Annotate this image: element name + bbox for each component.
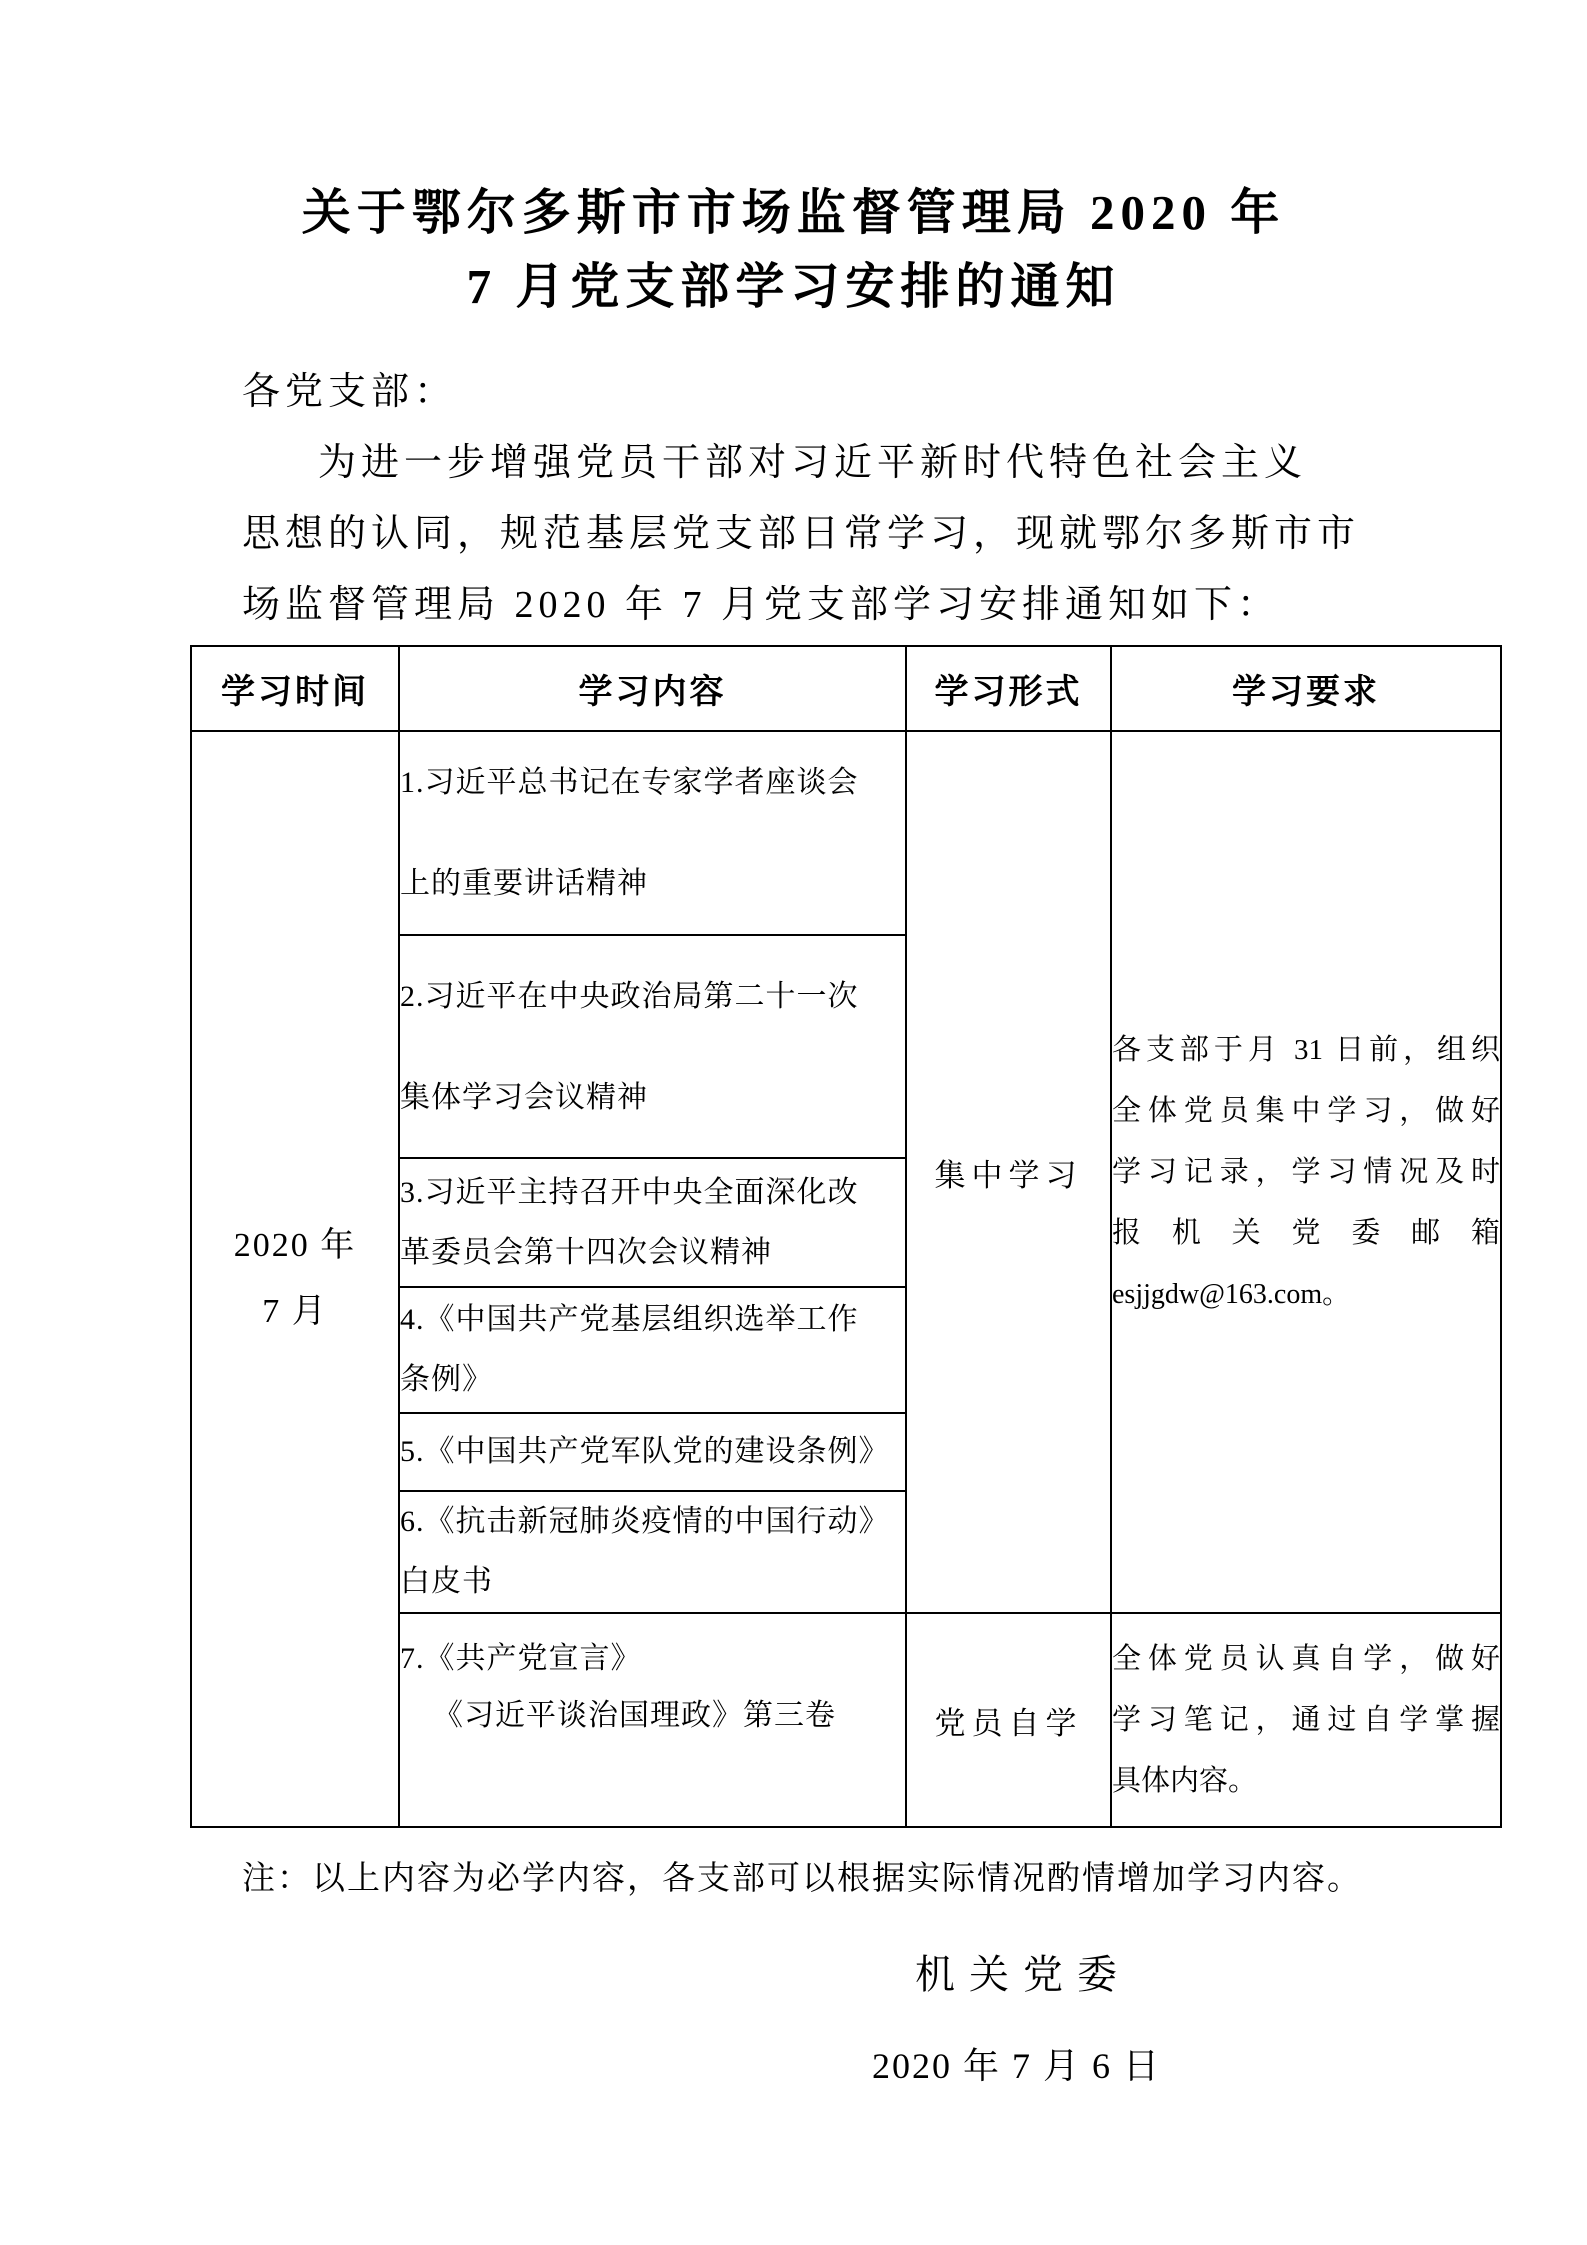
- cell-requirement-group-study: [1111, 731, 1501, 1613]
- content-3-line-1: 3.习近平主持召开中央全面深化改: [400, 1175, 859, 1209]
- req-group-email: esjjgdw@163.com。: [1112, 1278, 1351, 1310]
- header-study-form: 学习形式: [906, 646, 1111, 731]
- content-5-line-1: 5.《中国共产党军队党的建设条例》: [400, 1435, 890, 1468]
- req-self-line-3: 具体内容。: [1112, 1764, 1258, 1797]
- intro-line-2: 思想的认同，规范基层党支部日常学习，现就鄂尔多斯市市: [242, 513, 1361, 555]
- title-line-1: 关于鄂尔多斯市市场监督管理局 2020 年: [301, 185, 1286, 240]
- intro-paragraph: [242, 428, 1362, 641]
- signature-org: 机关党委: [915, 1952, 1131, 1997]
- content-7-line-1: 7.《共产党宣言》: [400, 1642, 642, 1675]
- footnote: 注：以上内容为必学内容，各支部可以根据实际情况酌情增加学习内容。: [242, 1861, 1362, 1897]
- content-1-line-2: 上的重要讲话精神: [400, 867, 648, 900]
- content-1-line-1: 1.习近平总书记在专家学者座谈会: [400, 766, 859, 799]
- content-7-line-2: 《习近平谈治国理政》第三卷: [433, 1699, 836, 1732]
- content-4-line-2: 条例》: [400, 1363, 493, 1396]
- cell-content-4: [399, 1287, 906, 1413]
- cell-content-6: [399, 1491, 906, 1613]
- salutation: 各党支部：: [242, 371, 458, 413]
- cell-form-self-study: 党员自学: [906, 1613, 1111, 1827]
- content-4-line-1: 4.《中国共产党基层组织选举工作: [400, 1303, 859, 1336]
- title-line-2: 7 月党支部学习安排的通知: [466, 259, 1121, 314]
- intro-line-3: 场监督管理局 2020 年 7 月党支部学习安排通知如下：: [242, 584, 1281, 626]
- cell-requirement-self-study: [1111, 1613, 1501, 1827]
- table-header-row: [191, 646, 1501, 731]
- intro-line-1: 为进一步增强党员干部对习近平新时代特色社会主义: [318, 442, 1308, 484]
- cell-form-group-study: 集中学习: [906, 731, 1111, 1613]
- content-3-line-2: 革委员会第十四次会议精神: [400, 1235, 772, 1269]
- req-self-line-2: 学习笔记，通过自学掌握: [1112, 1703, 1500, 1736]
- cell-study-time: [191, 731, 399, 1827]
- content-6-line-2: 白皮书: [400, 1565, 493, 1598]
- table-row-1: [191, 731, 1501, 935]
- content-2-line-2: 集体学习会议精神: [400, 1080, 648, 1114]
- req-group-line-3: 学习记录，学习情况及时: [1112, 1155, 1500, 1188]
- req-group-line-2: 全体党员集中学习，做好: [1112, 1094, 1500, 1127]
- req-group-line-4: 报机关党委邮箱: [1112, 1216, 1500, 1249]
- study-time-year: 2020 年: [233, 1227, 357, 1264]
- document-title: [0, 176, 1587, 324]
- study-schedule-table: [190, 645, 1502, 1828]
- document-date: 2020 年 7 月 6 日: [872, 2046, 1162, 2086]
- req-self-line-1: 全体党员认真自学，做好: [1112, 1642, 1500, 1675]
- content-6-line-1: 6.《抗击新冠肺炎疫情的中国行动》: [400, 1505, 890, 1538]
- req-group-line-1: 各支部于月 31 日前，组织: [1112, 1033, 1500, 1066]
- header-study-requirement: 学习要求: [1111, 646, 1501, 731]
- content-2-line-1: 2.习近平在中央政治局第二十一次: [400, 979, 859, 1013]
- cell-content-3: [399, 1158, 906, 1287]
- header-study-time: 学习时间: [191, 646, 399, 731]
- study-time-month: 7 月: [262, 1293, 328, 1330]
- cell-content-7: [399, 1613, 906, 1827]
- cell-content-1: [399, 731, 906, 935]
- cell-content-5: [399, 1413, 906, 1491]
- cell-content-2: [399, 935, 906, 1158]
- header-study-content: 学习内容: [399, 646, 906, 731]
